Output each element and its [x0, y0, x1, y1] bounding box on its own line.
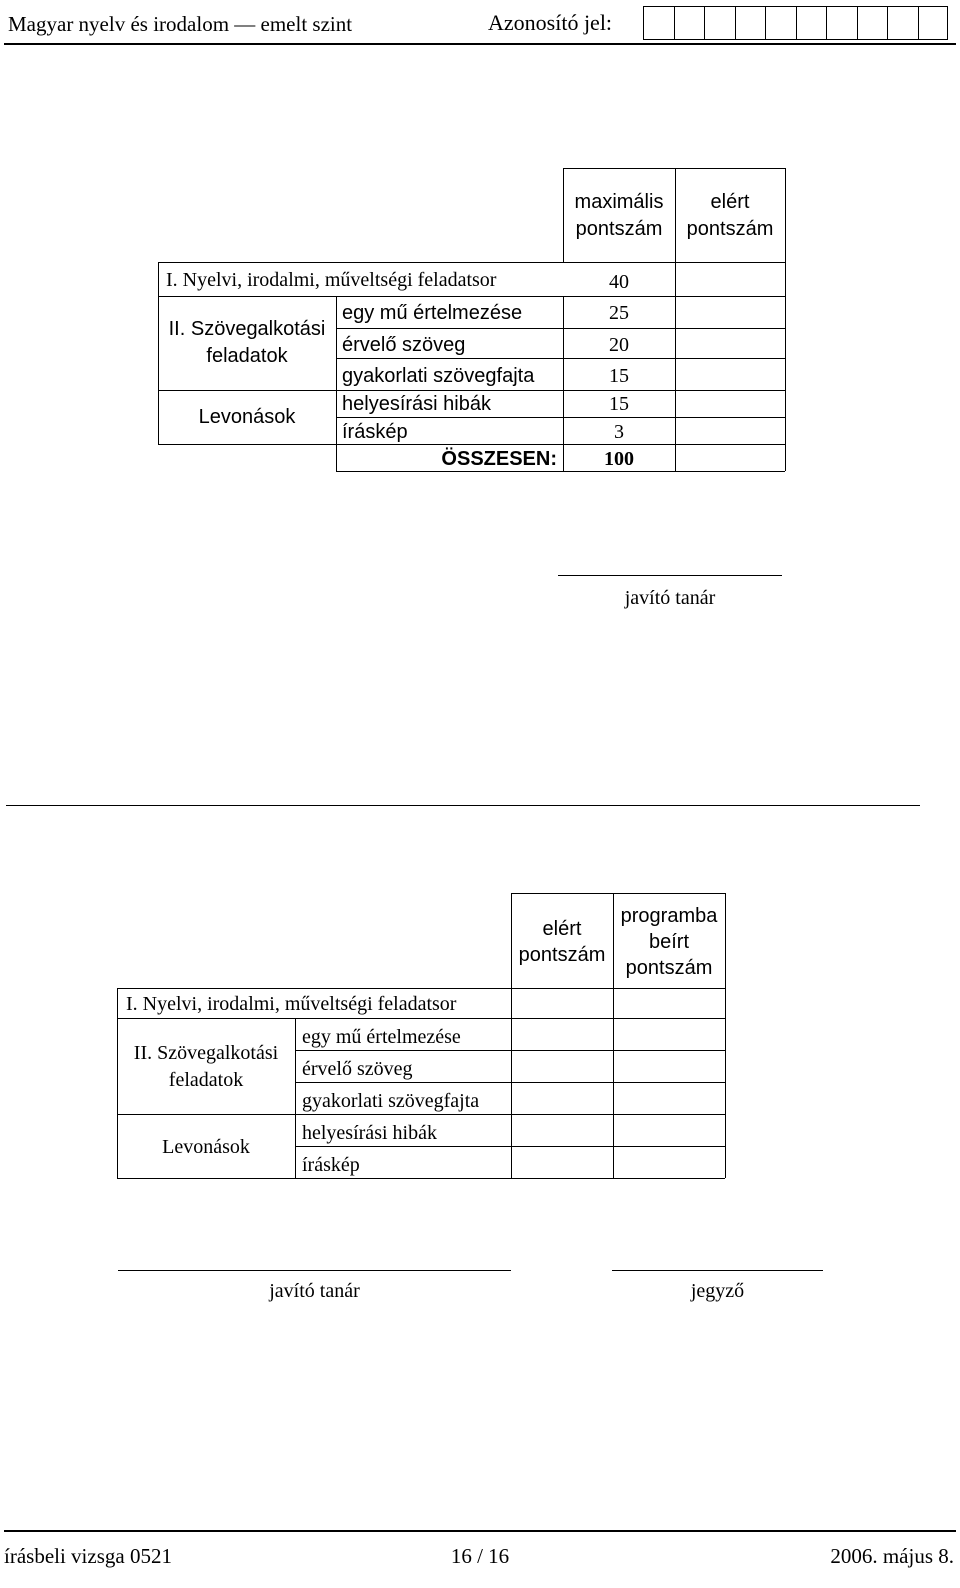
- section-separator: [6, 805, 920, 806]
- t2-item-handwriting: íráskép: [302, 1154, 360, 1176]
- t1-item-handwriting: íráskép: [342, 421, 408, 443]
- t1-total-max: 100: [604, 448, 634, 470]
- header-subject: Magyar nyelv és irodalom — emelt szint: [8, 12, 353, 36]
- t1-section1-label: I. Nyelvi, irodalmi, műveltségi feladatsor: [166, 269, 497, 291]
- t2-row-line: [117, 1114, 725, 1115]
- t2-row-line: [117, 988, 725, 989]
- t1-item-interpretation-max: 25: [609, 302, 629, 324]
- t1-row-line: [336, 417, 785, 418]
- t1-item-spelling-max: 15: [609, 393, 629, 415]
- t1-head-ach-2: pontszám: [686, 218, 774, 240]
- t2-col-line: [511, 893, 512, 1178]
- t1-section1-max: 40: [609, 271, 629, 293]
- t1-total-label: ÖSSZESEN:: [441, 448, 557, 470]
- t2-row-line: [295, 1082, 725, 1083]
- t1-top-border: [563, 168, 785, 169]
- t2-row-line: [117, 1178, 725, 1179]
- signature-line-1[interactable]: [558, 575, 782, 576]
- t1-col-line: [785, 168, 786, 471]
- id-box[interactable]: [918, 6, 949, 40]
- t2-col-line: [295, 1018, 296, 1178]
- id-box[interactable]: [857, 6, 888, 40]
- t1-deductions-label: Levonások: [198, 406, 296, 428]
- t2-section2-label-1: II. Szövegalkotási: [133, 1042, 279, 1064]
- t1-col-line: [675, 168, 676, 471]
- t1-item-practical-max: 15: [609, 365, 629, 387]
- signature-label-teacher: javító tanár: [269, 1280, 360, 1302]
- t2-col-line: [725, 893, 726, 1178]
- t1-head-max-2: pontszám: [575, 218, 663, 240]
- footer-rule: [4, 1530, 956, 1532]
- t1-row-line: [158, 444, 785, 445]
- t1-col-line: [336, 296, 337, 471]
- id-box[interactable]: [643, 6, 674, 40]
- t2-head-entered-2: beírt: [648, 931, 690, 953]
- t2-row-line: [295, 1146, 725, 1147]
- signature-line-teacher[interactable]: [118, 1270, 511, 1271]
- id-box[interactable]: [796, 6, 827, 40]
- t1-row-line: [158, 262, 785, 263]
- t1-head-ach-1: elért: [710, 191, 750, 213]
- t2-item-argument: érvelő szöveg: [302, 1058, 413, 1080]
- t2-head-entered-1: programba: [620, 905, 718, 927]
- t1-item-handwriting-max: 3: [614, 421, 624, 443]
- t1-row-line: [336, 358, 785, 359]
- id-box[interactable]: [735, 6, 766, 40]
- t1-section2-label-2: feladatok: [206, 345, 288, 367]
- t2-head-ach-1: elért: [542, 918, 582, 940]
- t1-item-spelling: helyesírási hibák: [342, 393, 491, 415]
- id-box[interactable]: [826, 6, 857, 40]
- t2-head-entered-3: pontszám: [625, 957, 713, 979]
- t1-item-argument: érvelő szöveg: [342, 334, 466, 356]
- t2-item-spelling: helyesírási hibák: [302, 1122, 437, 1144]
- id-boxes[interactable]: [643, 6, 948, 40]
- footer-page: 16 / 16: [450, 1544, 510, 1568]
- id-box[interactable]: [765, 6, 796, 40]
- signature-label-notary: jegyző: [690, 1280, 745, 1302]
- t1-row-line: [336, 328, 785, 329]
- t1-item-argument-max: 20: [609, 334, 629, 356]
- t1-row-line: [158, 390, 785, 391]
- t2-head-ach-2: pontszám: [518, 944, 606, 966]
- header-rule: [4, 43, 956, 45]
- signature-line-notary[interactable]: [612, 1270, 823, 1271]
- id-box[interactable]: [887, 6, 918, 40]
- header-id-label: Azonosító jel:: [488, 10, 613, 35]
- t1-row-line: [158, 296, 785, 297]
- t1-head-max-1: maximális: [574, 191, 664, 213]
- t2-row-line: [117, 1018, 725, 1019]
- t2-section2-label-2: feladatok: [168, 1069, 244, 1091]
- t1-section2-label-1: II. Szövegalkotási: [168, 318, 326, 340]
- t2-col-line: [613, 893, 614, 1178]
- t2-row-line: [295, 1050, 725, 1051]
- t1-col-line: [563, 168, 564, 262]
- t2-top-border: [511, 893, 725, 894]
- t1-item-interpretation: egy mű értelmezése: [342, 302, 523, 324]
- footer-left: írásbeli vizsga 0521: [4, 1544, 172, 1568]
- footer-date: 2006. május 8.: [830, 1544, 954, 1568]
- t2-deductions-label: Levonások: [162, 1136, 250, 1158]
- t2-item-interpretation: egy mű értelmezése: [302, 1026, 461, 1048]
- t2-item-practical: gyakorlati szövegfajta: [302, 1090, 480, 1112]
- id-box[interactable]: [704, 6, 735, 40]
- t1-item-practical: gyakorlati szövegfajta: [342, 365, 535, 387]
- t2-section1-label: I. Nyelvi, irodalmi, műveltségi feladatsor: [126, 993, 457, 1015]
- id-box[interactable]: [674, 6, 705, 40]
- t1-row-line: [336, 471, 785, 472]
- signature-label-1: javító tanár: [624, 587, 716, 609]
